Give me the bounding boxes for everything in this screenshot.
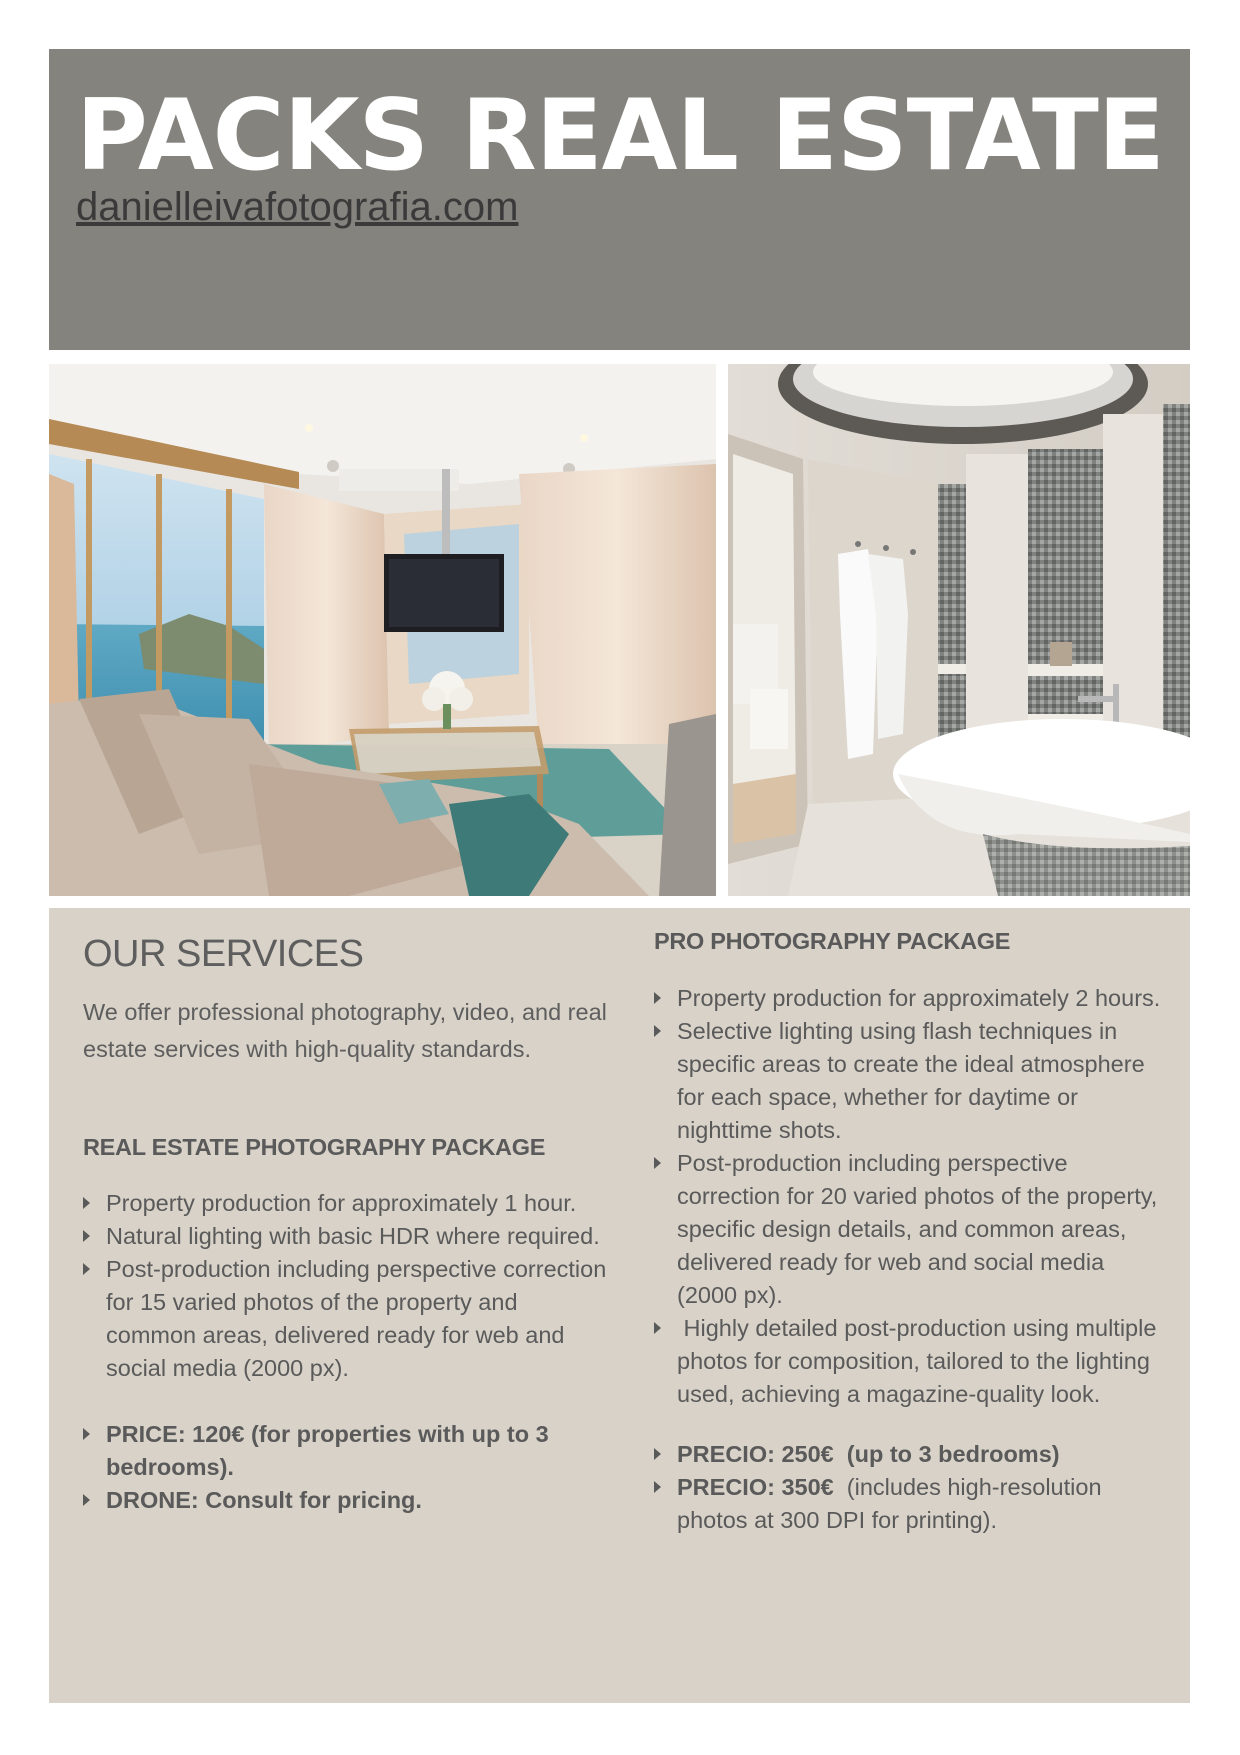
services-panel [49, 908, 1190, 1703]
list-item: Highly detailed post-production using multiple photos for composition, tailored to the lighting used, achieving a magazine-quality look. [654, 1312, 1169, 1411]
bathroom-illustration [728, 364, 1190, 896]
list-item: Post-production including perspective correction for 20 varied photos of the property, specific design details, and common areas, delivered ready for web and social media (2000 px). [654, 1147, 1169, 1312]
page-title: PACKS REAL ESTATE [76, 79, 1164, 193]
services-title: OUR SERVICES [83, 933, 364, 975]
services-left-column [83, 932, 613, 1517]
bullet-arrow-icon [83, 1197, 90, 1209]
drone-item: DRONE: Consult for pricing. [83, 1484, 613, 1517]
price-item: PRICE: 120€ (for properties with up to 3 bedrooms). [83, 1418, 613, 1484]
bullet-arrow-icon [654, 1322, 661, 1334]
services-right-column [654, 928, 1169, 1537]
bullet-arrow-icon [654, 1481, 661, 1493]
pro-package-title: PRO PHOTOGRAPHY PACKAGE [654, 928, 1011, 954]
price-item: PRECIO: 250€ (up to 3 bedrooms) [654, 1438, 1169, 1471]
bullet-arrow-icon [83, 1230, 90, 1242]
bullet-arrow-icon [83, 1428, 90, 1440]
pro-package-list [654, 982, 1169, 1411]
header-banner [49, 49, 1190, 350]
pro-price-list [654, 1438, 1169, 1537]
list-item: Natural lighting with basic HDR where required. [83, 1220, 613, 1253]
bullet-arrow-icon [654, 1448, 661, 1460]
list-item: Post-production including perspective correction for 15 varied photos of the property and common areas, delivered ready for web and social media (2000 px). [83, 1253, 613, 1385]
bullet-arrow-icon [654, 992, 661, 1004]
services-intro: We offer professional photography, video, and real estate services with high-quality standards. [83, 998, 607, 1062]
photo-living-room [49, 364, 716, 896]
website-link[interactable]: danielleivafotografia.com [76, 185, 519, 229]
real-estate-package-list [83, 1187, 613, 1385]
real-estate-package-title: REAL ESTATE PHOTOGRAPHY PACKAGE [83, 1133, 546, 1160]
list-item: Selective lighting using flash techniques in specific areas to create the ideal atmosphere for each space, whether for daytime or nighttime shots. [654, 1015, 1169, 1147]
list-item: Property production for approximately 2 hours. [654, 982, 1169, 1015]
photo-bathroom [728, 364, 1190, 896]
living-room-illustration [49, 364, 716, 896]
bullet-arrow-icon [83, 1494, 90, 1506]
price-item: PRECIO: 350€ (includes high-resolution photos at 300 DPI for printing). [654, 1471, 1169, 1537]
list-item: Property production for approximately 1 hour. [83, 1187, 613, 1220]
bullet-arrow-icon [83, 1263, 90, 1275]
real-estate-price-list [83, 1418, 613, 1517]
bullet-arrow-icon [654, 1025, 661, 1037]
bullet-arrow-icon [654, 1157, 661, 1169]
